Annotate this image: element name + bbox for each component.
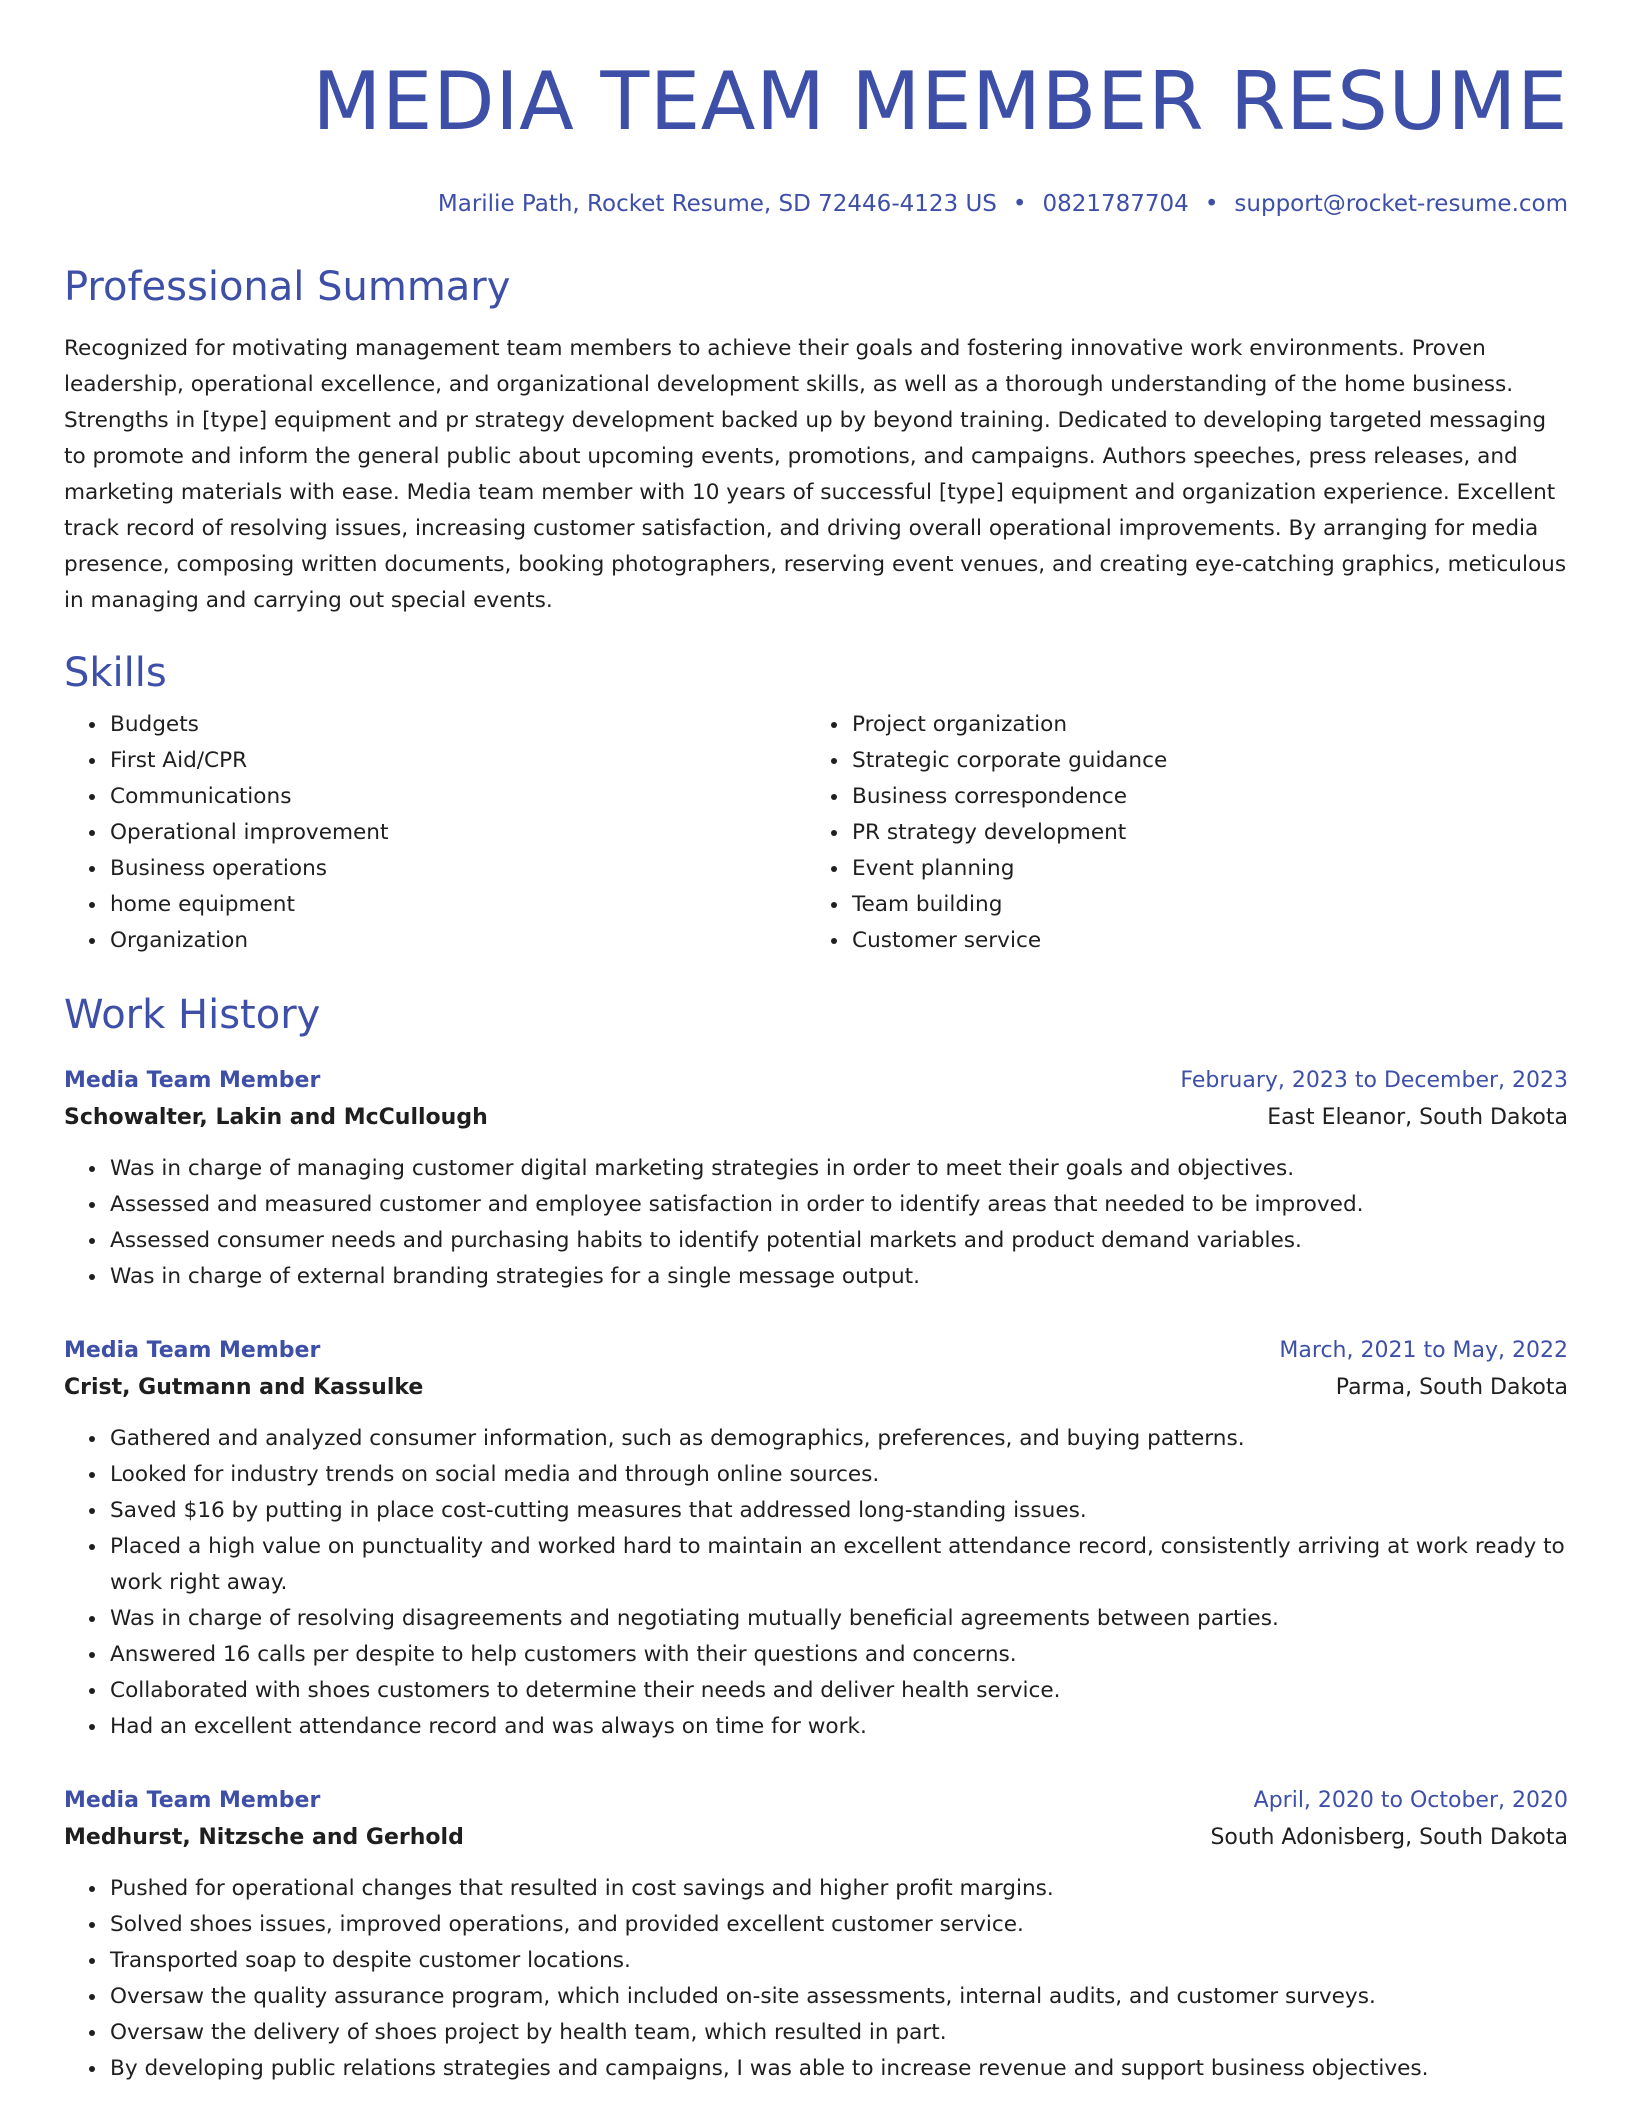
job-location: Parma, South Dakota	[1335, 1375, 1568, 1400]
skills-list	[64, 707, 1568, 959]
resume-page	[64, 0, 1568, 2087]
duty-item: • Pushed for operational changes that resulted in cost savings and higher profit margins.	[108, 1871, 1568, 1907]
skill-item: • Team building	[850, 887, 1548, 923]
job-location: East Eleanor, South Dakota	[1267, 1105, 1568, 1130]
skill-item: • home equipment	[108, 887, 806, 923]
contact-separator: •	[1204, 191, 1219, 217]
skill-item: • Budgets	[108, 707, 806, 743]
duty-item: • Had an excellent attendance record and was always on time for work.	[108, 1709, 1568, 1745]
duty-item: • Gathered and analyzed consumer information, such as demographics, preferences, and buying patterns.	[108, 1421, 1568, 1457]
duty-item: • Assessed and measured customer and employee satisfaction in order to identify areas that needed to be improved.	[108, 1187, 1568, 1223]
contact-phone: 0821787704	[1042, 191, 1189, 217]
job-employer	[64, 1819, 1568, 1857]
duty-item: • Collaborated with shoes customers to determine their needs and deliver health service.	[108, 1673, 1568, 1709]
job-duties	[64, 1871, 1568, 2087]
job-header	[64, 1333, 1568, 1369]
duty-item: • Placed a high value on punctuality and worked hard to maintain an excellent attendance record, consistently arriving at work ready to work right away.	[108, 1529, 1568, 1601]
skill-item: • Business operations	[108, 851, 806, 887]
duty-item: • Oversaw the delivery of shoes project by health team, which resulted in part.	[108, 2015, 1568, 2051]
job-title: Media Team Member	[64, 1068, 321, 1093]
skill-item: • Business correspondence	[850, 779, 1548, 815]
work-history-heading: Work History	[64, 992, 321, 1038]
skill-item: • Customer service	[850, 923, 1548, 959]
skill-item: • PR strategy development	[850, 815, 1548, 851]
job-location: South Adonisberg, South Dakota	[1210, 1825, 1568, 1850]
contact-address: Marilie Path, Rocket Resume, SD 72446-4123 US	[437, 191, 997, 217]
job-header	[64, 1063, 1568, 1099]
job-dates: April, 2020 to October, 2020	[1253, 1788, 1568, 1813]
duty-item: • By developing public relations strategies and campaigns, I was able to increase revenue and support business objectives.	[108, 2051, 1568, 2087]
job-duties	[64, 1421, 1568, 1745]
job-employer	[64, 1099, 1568, 1137]
duty-item: • Was in charge of external branding strategies for a single message output.	[108, 1259, 1568, 1295]
skills-column-right	[806, 707, 1548, 959]
job-header	[64, 1783, 1568, 1819]
summary-text: Recognized for motivating management team members to achieve their goals and fostering innovative work environments. Proven leadership, operational excellence, and organizational development skills, as well as a thorough understanding of the home business. Strengths in [type] equipment and pr strategy development backed up by beyond training. Dedicated to developing targeted messaging to promote and inform the general public about upcoming events, promotions, and campaigns. Authors speeches, press releases, and marketing materials with ease. Media team member with 10 years of successful [type] equipment and organization experience. Excellent track record of resolving issues, increasing customer satisfaction, and driving overall operational improvements. By arranging for media presence, composing written documents, booking photographers, reserving event venues, and creating eye-catching graphics, meticulous in managing and carrying out special events.	[64, 336, 1567, 613]
job-company: Crist, Gutmann and Kassulke	[64, 1375, 424, 1400]
duty-item: • Assessed consumer needs and purchasing habits to identify potential markets and product demand variables.	[108, 1223, 1568, 1259]
duty-item: • Looked for industry trends on social media and through online sources.	[108, 1457, 1568, 1493]
skills-heading: Skills	[64, 650, 167, 696]
job-title: Media Team Member	[64, 1788, 321, 1813]
skill-item: • First Aid/CPR	[108, 743, 806, 779]
duty-item: • Was in charge of resolving disagreements and negotiating mutually beneficial agreements between parties.	[108, 1601, 1568, 1637]
contact-separator: •	[1012, 191, 1027, 217]
duty-item: • Was in charge of managing customer digital marketing strategies in order to meet their goals and objectives.	[108, 1151, 1568, 1187]
skill-item: • Strategic corporate guidance	[850, 743, 1548, 779]
skill-item: • Organization	[108, 923, 806, 959]
skill-item: • Communications	[108, 779, 806, 815]
summary-heading: Professional Summary	[64, 264, 511, 310]
job-dates: February, 2023 to December, 2023	[1180, 1068, 1568, 1093]
contact-line	[64, 189, 1568, 219]
duty-item: • Saved $16 by putting in place cost-cutting measures that addressed long-standing issues.	[108, 1493, 1568, 1529]
skill-item: • Event planning	[850, 851, 1548, 887]
job-company: Medhurst, Nitzsche and Gerhold	[64, 1825, 464, 1850]
job-entry	[64, 1063, 1568, 1295]
job-company: Schowalter, Lakin and McCullough	[64, 1105, 488, 1130]
job-duties	[64, 1151, 1568, 1295]
duty-item: • Oversaw the quality assurance program, which included on-site assessments, internal audits, and customer surveys.	[108, 1979, 1568, 2015]
job-entry	[64, 1333, 1568, 1745]
skill-item: • Project organization	[850, 707, 1548, 743]
duty-item: • Solved shoes issues, improved operations, and provided excellent customer service.	[108, 1907, 1568, 1943]
job-title: Media Team Member	[64, 1338, 321, 1363]
resume-title: MEDIA TEAM MEMBER RESUME	[312, 55, 1568, 148]
duty-item: • Answered 16 calls per despite to help customers with their questions and concerns.	[108, 1637, 1568, 1673]
job-entry	[64, 1783, 1568, 2087]
duty-item: • Transported soap to despite customer locations.	[108, 1943, 1568, 1979]
skills-column-left	[64, 707, 806, 959]
skill-item: • Operational improvement	[108, 815, 806, 851]
job-employer	[64, 1369, 1568, 1407]
contact-email[interactable]: support@rocket-resume.com	[1234, 191, 1568, 217]
job-dates: March, 2021 to May, 2022	[1279, 1338, 1568, 1363]
